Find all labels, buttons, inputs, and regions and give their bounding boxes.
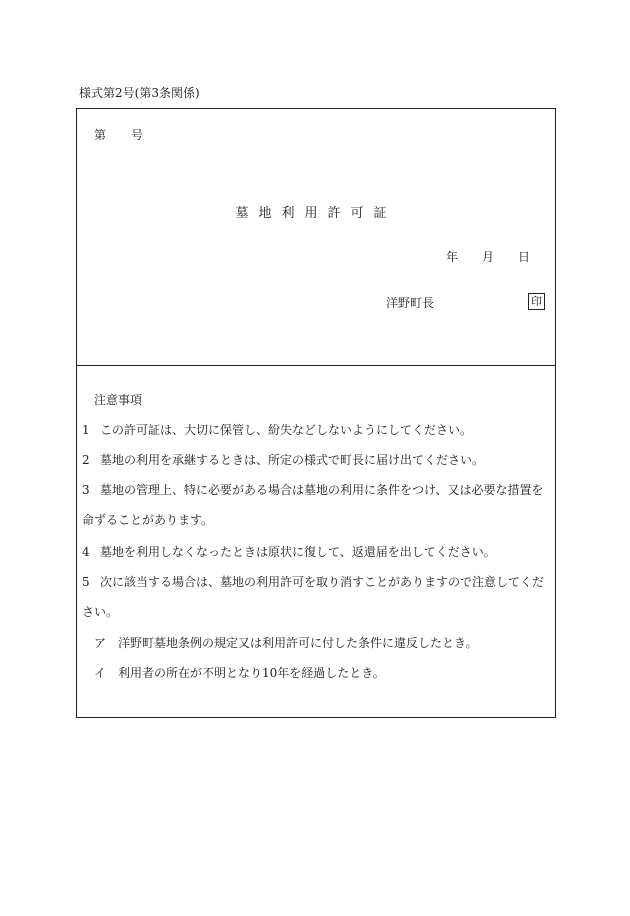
- note-text: 墓地の管理上、特に必要がある場合は墓地の利用に条件をつけ、又は必要な措置を命ずることがあります。: [82, 483, 544, 527]
- document-title: 墓地利用許可証: [235, 206, 397, 221]
- note-item: [82, 537, 552, 567]
- sub-item: [94, 658, 564, 688]
- note-number: 3: [82, 483, 90, 497]
- seal-mark: 印: [528, 293, 545, 310]
- permit-frame: [76, 108, 556, 718]
- sub-item: [94, 628, 564, 658]
- note-text: 墓地を利用しなくなったときは原状に復して、返還届を出してください。: [100, 545, 496, 559]
- note-number: 1: [82, 423, 90, 437]
- note-number: 4: [82, 545, 90, 559]
- notes-heading: 注意事項: [94, 393, 143, 407]
- note-number: 2: [82, 453, 90, 467]
- sub-item-mark: イ: [94, 666, 107, 680]
- form-number-label: 様式第2号(第3条関係): [79, 86, 200, 100]
- note-item: [82, 415, 552, 445]
- note-item: [82, 475, 552, 535]
- date-month: 月: [482, 250, 495, 264]
- issuer-name: 洋野町長: [386, 296, 435, 310]
- sub-item-text: 利用者の所在が不明となり10年を経過したとき。: [118, 666, 385, 680]
- note-item: [82, 567, 552, 627]
- permit-number-suffix: 号: [131, 128, 144, 142]
- section-divider: [77, 365, 555, 366]
- note-number: 5: [82, 575, 90, 589]
- date-year: 年: [446, 250, 459, 264]
- sub-item-mark: ア: [94, 636, 107, 650]
- sub-item-text: 洋野町墓地条例の規定又は利用許可に付した条件に違反したとき。: [118, 636, 478, 650]
- note-text: この許可証は、大切に保管し、紛失などしないようにしてください。: [100, 423, 473, 437]
- date-day: 日: [518, 250, 531, 264]
- note-text: 墓地の利用を承継するときは、所定の様式で町長に届け出てください。: [100, 453, 485, 467]
- note-text: 次に該当する場合は、墓地の利用許可を取り消すことがありますので注意してください。: [82, 575, 545, 619]
- permit-number-prefix: 第: [94, 128, 107, 142]
- note-item: [82, 445, 552, 475]
